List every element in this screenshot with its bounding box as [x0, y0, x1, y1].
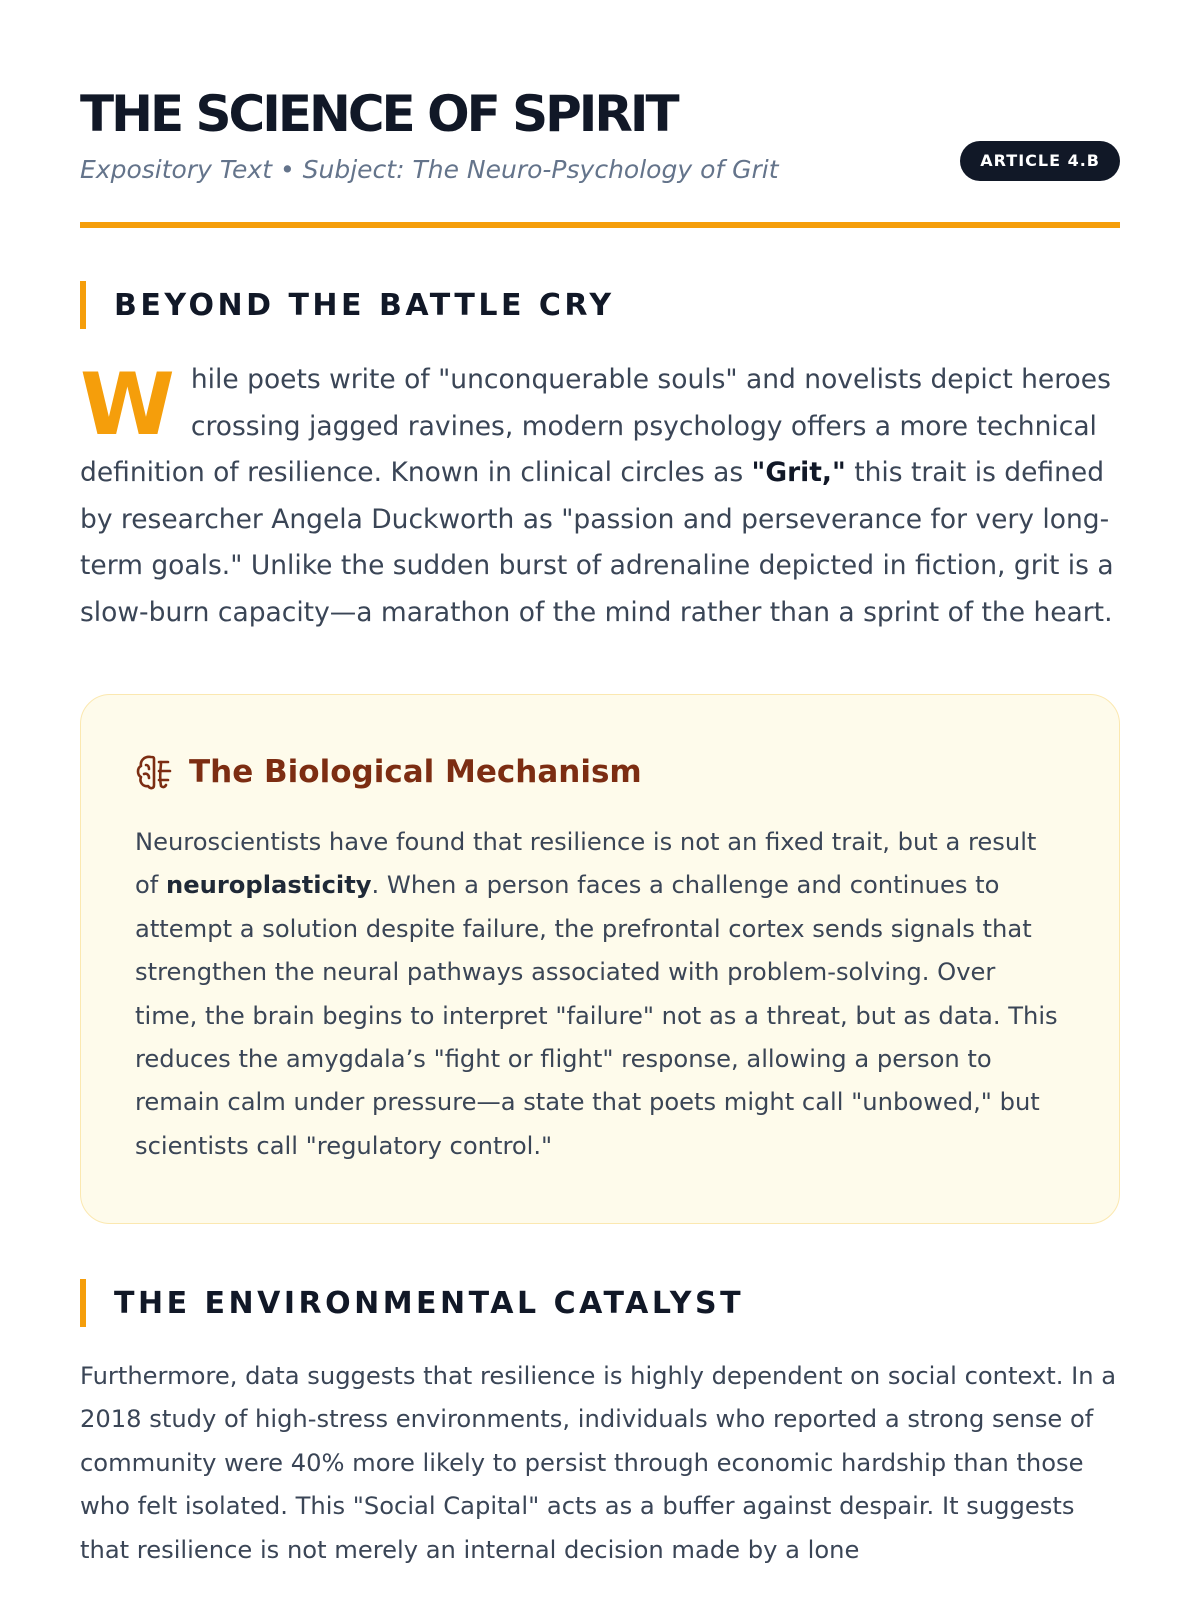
callout-text-start: Neuroscientists have found that resilience is not an fixed trait, but a result of	[135, 828, 1037, 900]
article-badge: ARTICLE 4.B	[960, 141, 1120, 181]
section-heading-label: THE ENVIRONMENTAL CATALYST	[114, 1285, 745, 1321]
brain-icon	[135, 752, 173, 792]
callout-body	[135, 821, 1065, 1168]
intro-text-end: this trait is defined by researcher Angela Duckworth as "passion and perseverance for very long-term goals." Unlike the sudden burst of adrenaline depicted in fiction, grit is a slow-burn capacity—a marathon of the mind rather than a sprint of the heart.	[80, 457, 1114, 628]
drop-cap: W	[80, 355, 173, 455]
neuroplasticity-term: neuroplasticity	[166, 871, 372, 900]
page-subtitle: Expository Text • Subject: The Neuro-Psychology of Grit	[80, 155, 779, 184]
biological-mechanism-callout	[80, 694, 1120, 1224]
callout-header	[135, 747, 1065, 797]
page-title: THE SCIENCE OF SPIRIT	[80, 85, 677, 143]
article-header	[80, 0, 1120, 228]
intro-text-start: hile poets write of "unconquerable souls" and novelists depict heroes crossing jagged ravines, modern psychology offers a more technical definition of resilience. Known in clinical circles as	[80, 364, 1111, 488]
grit-term: "Grit,"	[751, 457, 846, 488]
section-heading-environmental-catalyst	[80, 1279, 1120, 1327]
section-heading-label: BEYOND THE BATTLE CRY	[114, 287, 615, 323]
section-heading-beyond-the-battle-cry	[80, 281, 1120, 329]
callout-text-end: . When a person faces a challenge and continues to attempt a solution despite failure, the prefrontal cortex sends signals that strengthen the neural pathways associated with problem-solving. Over time, the brain begins to interpret "failure" not as a threat, but as data. This reduces the amygdala’s "fight or flight" response, allowing a person to remain calm under pressure—a state that poets might call "unbowed," but scientists call "regulatory control."	[135, 871, 1058, 1160]
environmental-paragraph: Furthermore, data suggests that resilience is highly dependent on social context. In a 2018 study of high-stress environments, individuals who reported a strong sense of community were 40% more likely to persist through economic hardship than those who felt isolated. This "Social Capital" acts as a buffer against despair. It suggests that resilience is not merely an internal decision made by a lone	[80, 1362, 1117, 1564]
callout-title: The Biological Mechanism	[189, 754, 642, 790]
intro-paragraph	[80, 357, 1120, 636]
